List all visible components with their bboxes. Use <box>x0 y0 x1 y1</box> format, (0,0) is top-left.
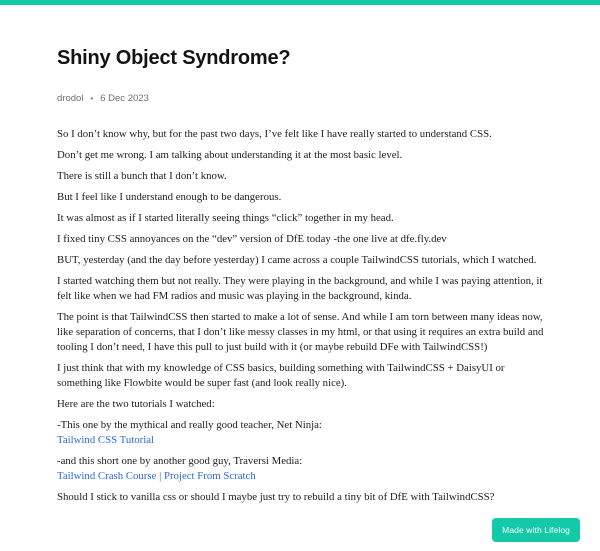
article-paragraph: Here are the two tutorials I watched: <box>57 398 215 410</box>
meta-separator-dot: • <box>90 93 94 103</box>
article-paragraph: Should I stick to vanilla css or should I maybe just try to rebuild a tiny bit of DfE with TailwindCSS? <box>57 491 495 503</box>
article-paragraph: I just think that with my knowledge of CSS basics, building something with TailwindCSS + DaisyUI or something like Flowbite would be super fast (and look really nice). <box>57 362 505 389</box>
article-paragraph: -This one by the mythical and really good teacher, Net Ninja: Tailwind CSS Tutorial <box>57 419 322 446</box>
article-paragraph: There is still a bunch that I don’t know. <box>57 170 227 182</box>
article-body <box>57 127 548 505</box>
article-paragraph: It was almost as if I started literally seeing things “click” together in my head. <box>57 212 394 224</box>
article-paragraph: Don’t get me wrong. I am talking about understanding it at the most basic level. <box>57 149 403 161</box>
post-meta <box>57 93 548 104</box>
article-paragraph: The point is that TailwindCSS then started to make a lot of sense. And while I am torn between many ideas now, like separation of concerns, that I don’t like messy classes in my html, or that using it requires an extra build and tooling I don’t need, I have this pull to just build with it (or maybe rebuild DFe with TailwindCSS!) <box>57 311 544 353</box>
page-title: Shiny Object Syndrome? <box>57 47 291 69</box>
author-name: drodol <box>57 93 84 104</box>
tailwind-crash-course-link[interactable]: Tailwind Crash Course | Project From Scratch <box>57 470 256 482</box>
made-with-lifelog-button[interactable]: Made with Lifelog <box>492 518 580 542</box>
blog-post-page <box>0 5 600 505</box>
article-paragraph: -and this short one by another good guy, Traversi Media: Tailwind Crash Course | Project From Scratch <box>57 455 303 482</box>
article-paragraph: I started watching them but not really. They were playing in the background, and while I was paying attention, it felt like when we had FM radios and music was playing in the background, kinda. <box>57 275 543 302</box>
article-paragraph: So I don’t know why, but for the past two days, I’ve felt like I have really started to understand CSS. <box>57 128 492 140</box>
post-date: 6 Dec 2023 <box>100 93 149 104</box>
tailwind-css-tutorial-link[interactable]: Tailwind CSS Tutorial <box>57 434 155 446</box>
article-paragraph: But I feel like I understand enough to be dangerous. <box>57 191 282 203</box>
article-paragraph: BUT, yesterday (and the day before yesterday) I came across a couple TailwindCSS tutorials, which I watched. <box>57 254 537 266</box>
article-paragraph: I fixed tiny CSS annoyances on the “dev” version of DfE today -the one live at dfe.fly.dev <box>57 233 447 245</box>
